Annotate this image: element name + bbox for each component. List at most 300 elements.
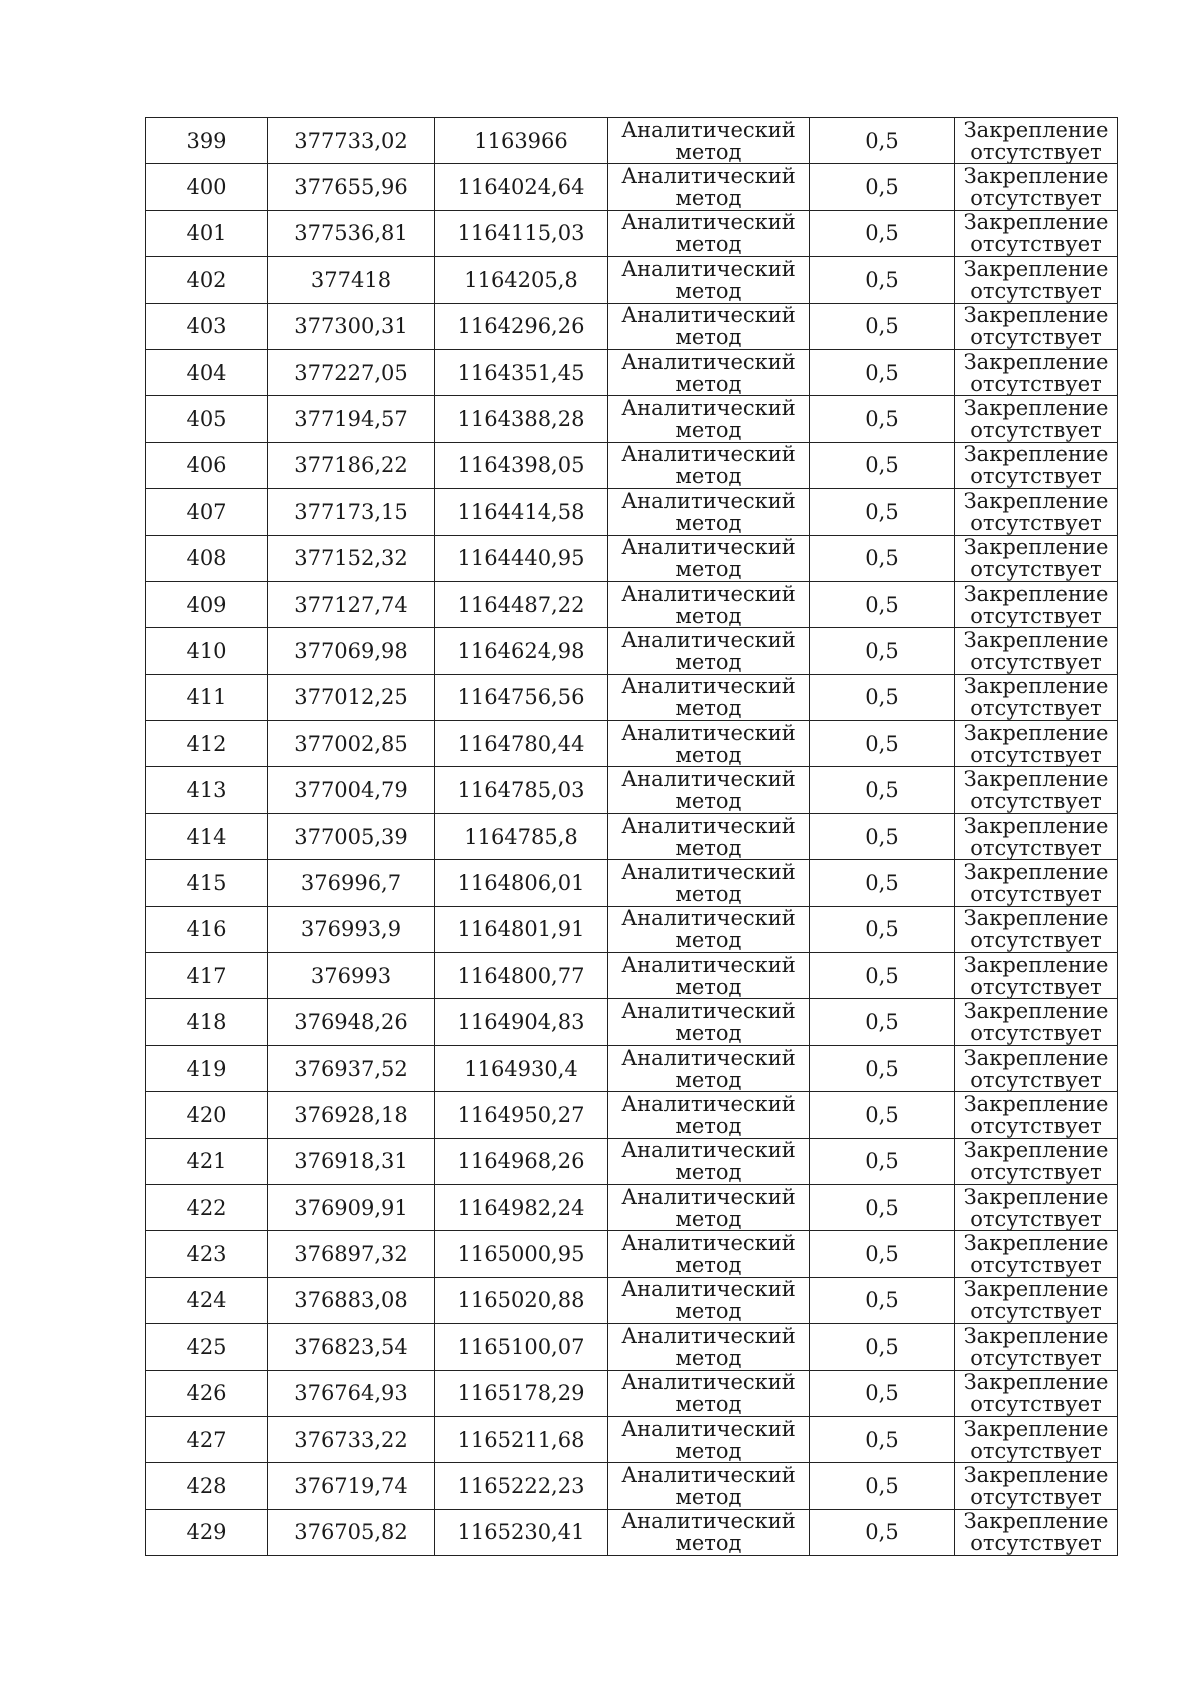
x-coordinate-cell: 377536,81 — [268, 210, 435, 256]
fixing-cell — [955, 303, 1118, 349]
method-line-1: Аналитический — [621, 859, 796, 884]
method-line-1: Аналитический — [621, 535, 796, 560]
method-cell — [608, 118, 810, 164]
method-line-2: метод — [675, 1438, 742, 1463]
fixing-line-2: отсутствует — [970, 835, 1102, 860]
fixing-line-1: Закрепление — [963, 1184, 1109, 1209]
point-number-cell: 428 — [146, 1463, 268, 1509]
point-number-cell: 424 — [146, 1277, 268, 1323]
fixing-cell — [955, 535, 1118, 581]
method-line-2: метод — [675, 186, 742, 211]
table-row — [146, 860, 1118, 906]
precision-cell: 0,5 — [810, 1416, 955, 1462]
method-cell — [608, 535, 810, 581]
method-line-1: Аналитический — [621, 303, 796, 328]
fixing-line-2: отсутствует — [970, 1021, 1102, 1046]
method-line-2: метод — [675, 1206, 742, 1231]
method-line-2: метод — [675, 1392, 742, 1417]
y-coordinate-cell: 1163966 — [435, 118, 608, 164]
table-row — [146, 1324, 1118, 1370]
method-line-1: Аналитический — [621, 906, 796, 931]
fixing-line-1: Закрепление — [963, 1138, 1109, 1163]
precision-cell: 0,5 — [810, 813, 955, 859]
fixing-cell — [955, 674, 1118, 720]
x-coordinate-cell: 377127,74 — [268, 581, 435, 627]
method-line-2: метод — [675, 278, 742, 303]
method-line-2: метод — [675, 557, 742, 582]
point-number-cell: 400 — [146, 164, 268, 210]
x-coordinate-cell: 376733,22 — [268, 1416, 435, 1462]
method-line-2: метод — [675, 1299, 742, 1324]
table-row — [146, 1416, 1118, 1462]
method-line-2: метод — [675, 1531, 742, 1556]
x-coordinate-cell: 377733,02 — [268, 118, 435, 164]
precision-cell: 0,5 — [810, 628, 955, 674]
point-number-cell: 406 — [146, 442, 268, 488]
fixing-line-2: отсутствует — [970, 1299, 1102, 1324]
method-cell — [608, 581, 810, 627]
method-cell — [608, 1184, 810, 1230]
y-coordinate-cell: 1164968,26 — [435, 1138, 608, 1184]
fixing-cell — [955, 1370, 1118, 1416]
point-number-cell: 429 — [146, 1509, 268, 1555]
method-line-1: Аналитический — [621, 720, 796, 745]
fixing-line-1: Закрепление — [963, 210, 1109, 235]
y-coordinate-cell: 1164806,01 — [435, 860, 608, 906]
table-row — [146, 349, 1118, 395]
point-number-cell: 420 — [146, 1092, 268, 1138]
coordinates-table-body — [146, 118, 1118, 1556]
fixing-line-1: Закрепление — [963, 442, 1109, 467]
method-line-2: метод — [675, 418, 742, 443]
fixing-line-1: Закрепление — [963, 674, 1109, 699]
method-cell — [608, 1045, 810, 1091]
precision-cell: 0,5 — [810, 906, 955, 952]
fixing-line-1: Закрепление — [963, 349, 1109, 374]
point-number-cell: 408 — [146, 535, 268, 581]
precision-cell: 0,5 — [810, 1509, 955, 1555]
method-line-1: Аналитический — [621, 1509, 796, 1534]
method-line-1: Аналитический — [621, 396, 796, 421]
y-coordinate-cell: 1165211,68 — [435, 1416, 608, 1462]
method-line-1: Аналитический — [621, 1045, 796, 1070]
x-coordinate-cell: 376883,08 — [268, 1277, 435, 1323]
fixing-line-2: отсутствует — [970, 974, 1102, 999]
precision-cell: 0,5 — [810, 1463, 955, 1509]
method-line-2: метод — [675, 974, 742, 999]
fixing-line-2: отсутствует — [970, 1253, 1102, 1278]
method-line-1: Аналитический — [621, 999, 796, 1024]
method-cell — [608, 674, 810, 720]
method-cell — [608, 257, 810, 303]
point-number-cell: 402 — [146, 257, 268, 303]
fixing-cell — [955, 1231, 1118, 1277]
fixing-cell — [955, 349, 1118, 395]
fixing-cell — [955, 164, 1118, 210]
fixing-line-2: отсутствует — [970, 1531, 1102, 1556]
method-cell — [608, 489, 810, 535]
fixing-cell — [955, 1045, 1118, 1091]
table-row — [146, 164, 1118, 210]
fixing-cell — [955, 581, 1118, 627]
method-cell — [608, 953, 810, 999]
method-line-2: метод — [675, 139, 742, 164]
fixing-line-1: Закрепление — [963, 906, 1109, 931]
x-coordinate-cell: 376937,52 — [268, 1045, 435, 1091]
precision-cell: 0,5 — [810, 257, 955, 303]
method-line-2: метод — [675, 232, 742, 257]
point-number-cell: 418 — [146, 999, 268, 1045]
fixing-line-2: отсутствует — [970, 1392, 1102, 1417]
point-number-cell: 419 — [146, 1045, 268, 1091]
y-coordinate-cell: 1164388,28 — [435, 396, 608, 442]
fixing-line-2: отсутствует — [970, 603, 1102, 628]
method-line-2: метод — [675, 603, 742, 628]
method-cell — [608, 860, 810, 906]
precision-cell: 0,5 — [810, 164, 955, 210]
table-row — [146, 303, 1118, 349]
method-line-1: Аналитический — [621, 627, 796, 652]
y-coordinate-cell: 1164756,56 — [435, 674, 608, 720]
precision-cell: 0,5 — [810, 999, 955, 1045]
point-number-cell: 417 — [146, 953, 268, 999]
fixing-line-2: отсутствует — [970, 1438, 1102, 1463]
fixing-line-1: Закрепление — [963, 535, 1109, 560]
fixing-line-2: отсутствует — [970, 1485, 1102, 1510]
fixing-line-2: отсутствует — [970, 1113, 1102, 1138]
fixing-line-1: Закрепление — [963, 859, 1109, 884]
method-line-1: Аналитический — [621, 1370, 796, 1395]
table-row — [146, 1277, 1118, 1323]
method-cell — [608, 1138, 810, 1184]
fixing-line-1: Закрепление — [963, 767, 1109, 792]
fixing-line-2: отсутствует — [970, 742, 1102, 767]
method-line-2: метод — [675, 1067, 742, 1092]
method-cell — [608, 1231, 810, 1277]
fixing-cell — [955, 1324, 1118, 1370]
point-number-cell: 407 — [146, 489, 268, 535]
table-row — [146, 1463, 1118, 1509]
method-line-1: Аналитический — [621, 256, 796, 281]
fixing-line-2: отсутствует — [970, 371, 1102, 396]
table-row — [146, 257, 1118, 303]
precision-cell: 0,5 — [810, 581, 955, 627]
y-coordinate-cell: 1164904,83 — [435, 999, 608, 1045]
fixing-cell — [955, 721, 1118, 767]
method-cell — [608, 999, 810, 1045]
fixing-cell — [955, 628, 1118, 674]
method-line-2: метод — [675, 1021, 742, 1046]
x-coordinate-cell: 377004,79 — [268, 767, 435, 813]
point-number-cell: 401 — [146, 210, 268, 256]
method-cell — [608, 813, 810, 859]
point-number-cell: 409 — [146, 581, 268, 627]
x-coordinate-cell: 376993 — [268, 953, 435, 999]
x-coordinate-cell: 377227,05 — [268, 349, 435, 395]
fixing-line-2: отсутствует — [970, 696, 1102, 721]
y-coordinate-cell: 1164801,91 — [435, 906, 608, 952]
y-coordinate-cell: 1165100,07 — [435, 1324, 608, 1370]
method-line-1: Аналитический — [621, 1277, 796, 1302]
x-coordinate-cell: 376909,91 — [268, 1184, 435, 1230]
method-line-1: Аналитический — [621, 952, 796, 977]
precision-cell: 0,5 — [810, 349, 955, 395]
table-row — [146, 813, 1118, 859]
method-line-2: метод — [675, 371, 742, 396]
method-cell — [608, 1463, 810, 1509]
fixing-cell — [955, 442, 1118, 488]
x-coordinate-cell: 377173,15 — [268, 489, 435, 535]
y-coordinate-cell: 1164982,24 — [435, 1184, 608, 1230]
table-row — [146, 1231, 1118, 1277]
method-line-2: метод — [675, 1253, 742, 1278]
x-coordinate-cell: 377012,25 — [268, 674, 435, 720]
table-row — [146, 210, 1118, 256]
fixing-line-2: отсутствует — [970, 278, 1102, 303]
x-coordinate-cell: 376764,93 — [268, 1370, 435, 1416]
x-coordinate-cell: 376948,26 — [268, 999, 435, 1045]
method-line-2: метод — [675, 510, 742, 535]
method-line-1: Аналитический — [621, 581, 796, 606]
method-line-1: Аналитический — [621, 1323, 796, 1348]
method-cell — [608, 1416, 810, 1462]
point-number-cell: 416 — [146, 906, 268, 952]
table-row — [146, 767, 1118, 813]
coordinates-table — [145, 117, 1118, 1556]
method-cell — [608, 1370, 810, 1416]
point-number-cell: 404 — [146, 349, 268, 395]
fixing-line-2: отсутствует — [970, 139, 1102, 164]
y-coordinate-cell: 1164398,05 — [435, 442, 608, 488]
method-line-2: метод — [675, 649, 742, 674]
precision-cell: 0,5 — [810, 1231, 955, 1277]
method-line-1: Аналитический — [621, 1091, 796, 1116]
method-line-2: метод — [675, 325, 742, 350]
fixing-cell — [955, 1463, 1118, 1509]
x-coordinate-cell: 376996,7 — [268, 860, 435, 906]
table-row — [146, 1509, 1118, 1555]
point-number-cell: 411 — [146, 674, 268, 720]
table-row — [146, 581, 1118, 627]
point-number-cell: 403 — [146, 303, 268, 349]
fixing-line-1: Закрепление — [963, 1370, 1109, 1395]
point-number-cell: 399 — [146, 118, 268, 164]
fixing-line-1: Закрепление — [963, 1509, 1109, 1534]
fixing-line-1: Закрепление — [963, 952, 1109, 977]
point-number-cell: 426 — [146, 1370, 268, 1416]
fixing-line-1: Закрепление — [963, 1463, 1109, 1488]
precision-cell: 0,5 — [810, 1045, 955, 1091]
fixing-line-1: Закрепление — [963, 303, 1109, 328]
precision-cell: 0,5 — [810, 674, 955, 720]
precision-cell: 0,5 — [810, 1092, 955, 1138]
method-cell — [608, 164, 810, 210]
method-line-1: Аналитический — [621, 349, 796, 374]
method-cell — [608, 1092, 810, 1138]
fixing-line-1: Закрепление — [963, 1323, 1109, 1348]
table-row — [146, 953, 1118, 999]
x-coordinate-cell: 376897,32 — [268, 1231, 435, 1277]
fixing-cell — [955, 1138, 1118, 1184]
x-coordinate-cell: 377418 — [268, 257, 435, 303]
method-line-2: метод — [675, 835, 742, 860]
x-coordinate-cell: 377069,98 — [268, 628, 435, 674]
method-line-1: Аналитический — [621, 488, 796, 513]
precision-cell: 0,5 — [810, 489, 955, 535]
x-coordinate-cell: 377300,31 — [268, 303, 435, 349]
table-row — [146, 396, 1118, 442]
point-number-cell: 427 — [146, 1416, 268, 1462]
point-number-cell: 415 — [146, 860, 268, 906]
fixing-cell — [955, 1184, 1118, 1230]
x-coordinate-cell: 377005,39 — [268, 813, 435, 859]
fixing-line-1: Закрепление — [963, 164, 1109, 189]
precision-cell: 0,5 — [810, 953, 955, 999]
method-line-2: метод — [675, 789, 742, 814]
point-number-cell: 422 — [146, 1184, 268, 1230]
table-row — [146, 442, 1118, 488]
x-coordinate-cell: 377194,57 — [268, 396, 435, 442]
y-coordinate-cell: 1164785,8 — [435, 813, 608, 859]
fixing-line-1: Закрепление — [963, 1416, 1109, 1441]
table-row — [146, 1045, 1118, 1091]
point-number-cell: 410 — [146, 628, 268, 674]
method-line-1: Аналитический — [621, 117, 796, 142]
y-coordinate-cell: 1165000,95 — [435, 1231, 608, 1277]
method-line-2: метод — [675, 742, 742, 767]
y-coordinate-cell: 1164487,22 — [435, 581, 608, 627]
y-coordinate-cell: 1164785,03 — [435, 767, 608, 813]
fixing-cell — [955, 210, 1118, 256]
fixing-line-1: Закрепление — [963, 999, 1109, 1024]
method-line-1: Аналитический — [621, 1138, 796, 1163]
point-number-cell: 423 — [146, 1231, 268, 1277]
point-number-cell: 412 — [146, 721, 268, 767]
precision-cell: 0,5 — [810, 303, 955, 349]
fixing-line-1: Закрепление — [963, 720, 1109, 745]
y-coordinate-cell: 1164024,64 — [435, 164, 608, 210]
fixing-cell — [955, 999, 1118, 1045]
precision-cell: 0,5 — [810, 860, 955, 906]
table-row — [146, 999, 1118, 1045]
fixing-cell — [955, 953, 1118, 999]
table-row — [146, 1370, 1118, 1416]
x-coordinate-cell: 377186,22 — [268, 442, 435, 488]
method-line-1: Аналитический — [621, 1184, 796, 1209]
method-line-1: Аналитический — [621, 1231, 796, 1256]
fixing-line-1: Закрепление — [963, 813, 1109, 838]
point-number-cell: 405 — [146, 396, 268, 442]
method-cell — [608, 303, 810, 349]
precision-cell: 0,5 — [810, 442, 955, 488]
y-coordinate-cell: 1165230,41 — [435, 1509, 608, 1555]
x-coordinate-cell: 376719,74 — [268, 1463, 435, 1509]
method-cell — [608, 1324, 810, 1370]
fixing-line-2: отсутствует — [970, 186, 1102, 211]
fixing-line-1: Закрепление — [963, 117, 1109, 142]
fixing-line-1: Закрепление — [963, 1045, 1109, 1070]
method-cell — [608, 906, 810, 952]
y-coordinate-cell: 1164205,8 — [435, 257, 608, 303]
y-coordinate-cell: 1164950,27 — [435, 1092, 608, 1138]
precision-cell: 0,5 — [810, 535, 955, 581]
method-line-1: Аналитический — [621, 442, 796, 467]
fixing-line-2: отсутствует — [970, 232, 1102, 257]
fixing-cell — [955, 813, 1118, 859]
precision-cell: 0,5 — [810, 396, 955, 442]
fixing-line-2: отсутствует — [970, 325, 1102, 350]
fixing-line-1: Закрепление — [963, 627, 1109, 652]
fixing-line-2: отсутствует — [970, 418, 1102, 443]
table-row — [146, 1184, 1118, 1230]
method-cell — [608, 721, 810, 767]
method-line-2: метод — [675, 696, 742, 721]
fixing-line-1: Закрепление — [963, 396, 1109, 421]
fixing-cell — [955, 396, 1118, 442]
method-line-2: метод — [675, 1485, 742, 1510]
table-row — [146, 674, 1118, 720]
fixing-line-2: отсутствует — [970, 1345, 1102, 1370]
precision-cell: 0,5 — [810, 118, 955, 164]
fixing-cell — [955, 118, 1118, 164]
y-coordinate-cell: 1164414,58 — [435, 489, 608, 535]
precision-cell: 0,5 — [810, 1324, 955, 1370]
x-coordinate-cell: 377152,32 — [268, 535, 435, 581]
fixing-line-2: отсутствует — [970, 1160, 1102, 1185]
precision-cell: 0,5 — [810, 1184, 955, 1230]
x-coordinate-cell: 376918,31 — [268, 1138, 435, 1184]
x-coordinate-cell: 376993,9 — [268, 906, 435, 952]
x-coordinate-cell: 377002,85 — [268, 721, 435, 767]
method-line-2: метод — [675, 928, 742, 953]
method-line-1: Аналитический — [621, 767, 796, 792]
precision-cell: 0,5 — [810, 721, 955, 767]
y-coordinate-cell: 1164930,4 — [435, 1045, 608, 1091]
precision-cell: 0,5 — [810, 1370, 955, 1416]
y-coordinate-cell: 1165178,29 — [435, 1370, 608, 1416]
x-coordinate-cell: 376705,82 — [268, 1509, 435, 1555]
fixing-line-1: Закрепление — [963, 1091, 1109, 1116]
table-row — [146, 1138, 1118, 1184]
method-cell — [608, 210, 810, 256]
method-line-1: Аналитический — [621, 210, 796, 235]
method-line-2: метод — [675, 1113, 742, 1138]
fixing-cell — [955, 906, 1118, 952]
fixing-line-1: Закрепление — [963, 256, 1109, 281]
method-cell — [608, 1509, 810, 1555]
method-line-2: метод — [675, 464, 742, 489]
method-line-2: метод — [675, 881, 742, 906]
fixing-line-2: отсутствует — [970, 789, 1102, 814]
point-number-cell: 425 — [146, 1324, 268, 1370]
fixing-line-2: отсутствует — [970, 510, 1102, 535]
point-number-cell: 413 — [146, 767, 268, 813]
fixing-line-2: отсутствует — [970, 557, 1102, 582]
method-cell — [608, 442, 810, 488]
fixing-line-1: Закрепление — [963, 1277, 1109, 1302]
fixing-cell — [955, 1092, 1118, 1138]
table-row — [146, 906, 1118, 952]
y-coordinate-cell: 1164624,98 — [435, 628, 608, 674]
point-number-cell: 414 — [146, 813, 268, 859]
fixing-line-1: Закрепление — [963, 488, 1109, 513]
method-line-2: метод — [675, 1345, 742, 1370]
table-row — [146, 489, 1118, 535]
fixing-cell — [955, 1277, 1118, 1323]
method-line-1: Аналитический — [621, 813, 796, 838]
method-line-1: Аналитический — [621, 1463, 796, 1488]
y-coordinate-cell: 1164440,95 — [435, 535, 608, 581]
